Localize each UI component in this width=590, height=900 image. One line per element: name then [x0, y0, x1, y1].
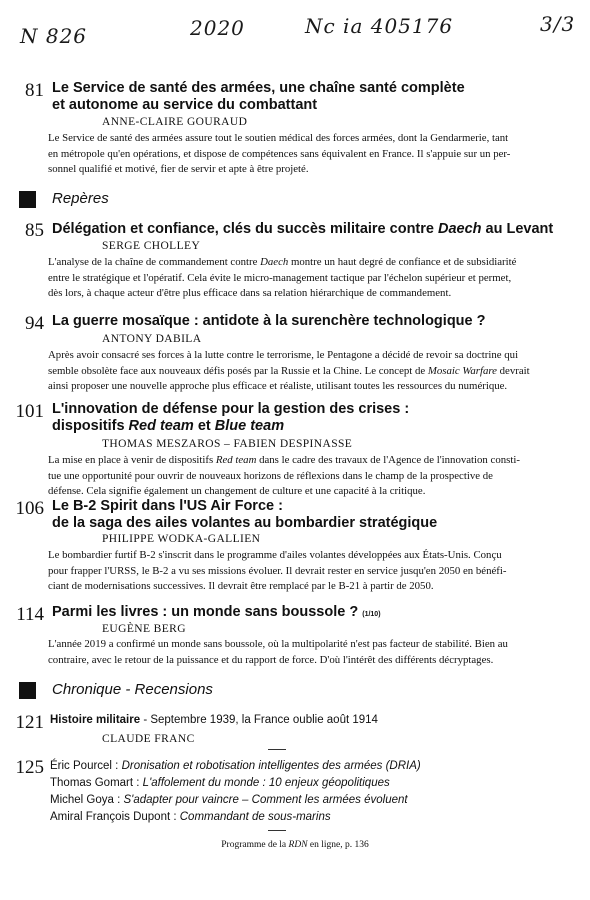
title-line: L'innovation de défense pour la gestion des crises : — [52, 401, 410, 417]
abstract-line: défense. Cela signifie également un changement de culture et une capacité à la critique. — [48, 485, 426, 497]
review-title: Dronisation et robotisation intelligentes des armées (DRIA) — [121, 760, 421, 772]
review-author: Amiral François Dupont : — [50, 811, 180, 823]
handwritten-page: 3/3 — [540, 12, 576, 36]
abstract-line: Le Service de santé des armées assure tout le soutien médical des forces armées, dont la Gendarmerie, tant — [48, 132, 509, 144]
title-italic-word: Daech — [438, 221, 482, 237]
title-line — [52, 604, 381, 621]
section-marker-square — [19, 682, 36, 699]
review-title: L'affolement du monde : 10 enjeux géopolitiques — [142, 777, 390, 789]
page-number: 85 — [25, 220, 44, 241]
abstract-line: en métropole qu'en opérations, et dispose de compétences sans équivalent en France. Il s'appuie sur un per- — [48, 147, 511, 160]
title-line: Le Service de santé des armées, une chaîne santé complète — [52, 80, 465, 96]
abstract-line: pour frapper l'URSS, le B-2 a vu ses missions évoluer. Il devrait rester en service jusqu'en 2050 en bénéfi- — [48, 564, 507, 577]
abstract-line: sonnel qualifié et motivé, fier de servir et apte à être projeté. — [48, 163, 309, 175]
handwritten-year: 2020 — [190, 16, 245, 40]
article-abstract — [48, 637, 581, 668]
article-title — [52, 604, 381, 621]
footer-text: en ligne, p. 136 — [307, 840, 369, 850]
chronique-entry-121 — [50, 714, 378, 726]
page-number: 81 — [25, 80, 44, 101]
section-heading-reperes: Repères — [52, 190, 109, 207]
page-number: 94 — [25, 313, 44, 334]
handwritten-reference: N 826 — [20, 24, 88, 48]
section-marker-square — [19, 191, 36, 208]
review-author: Michel Goya : — [50, 794, 124, 806]
abstract-line: semble obsolète face aux nouveaux défis posés par la Russie et la Chine. Le concept de Mosaic Warfare devrait — [48, 364, 530, 377]
review-author: Thomas Gomart : — [50, 777, 143, 789]
article-author: PHILIPPE WODKA-GALLIEN — [102, 533, 261, 545]
title-line: et autonome au service du combattant — [52, 97, 318, 113]
review-line — [50, 811, 331, 823]
review-author: Éric Pourcel : — [50, 760, 122, 772]
separator-rule — [268, 830, 286, 831]
chronique-author: CLAUDE FRANC — [102, 733, 195, 745]
article-abstract — [48, 255, 581, 302]
article-abstract — [48, 348, 581, 395]
abstract-line: ainsi proposer une nouvelle approche plus efficace et réaliste, utilisant toutes les ressources du numérique. — [48, 380, 508, 392]
page-number: 101 — [15, 401, 44, 422]
article-abstract — [48, 453, 581, 500]
page-number: 106 — [15, 498, 44, 519]
review-line — [50, 760, 421, 772]
abstract-line: ciant de modernisations successives. Il devrait être remplacé par le B-21 à partir de 2050. — [48, 580, 434, 592]
abstract-line: L'année 2019 a confirmé un monde sans boussole, où la multipolarité n'est pas facteur de stabilité. Bien au — [48, 638, 508, 650]
title-line: La guerre mosaïque : antidote à la surenchère technologique ? — [52, 313, 486, 329]
abstract-line: Le bombardier furtif B-2 s'inscrit dans le programme d'ailes volantes développées aux États-Unis. Conçu — [48, 549, 502, 561]
review-title: Commandant de sous-marins — [179, 811, 331, 823]
chronique-rubric: Histoire militaire — [50, 714, 141, 726]
article-author: EUGÈNE BERG — [102, 623, 186, 635]
article-title — [52, 313, 485, 330]
abstract-line: dès lors, à chaque acteur d'être plus efficace dans sa relation hiérarchique de commandement. — [48, 287, 452, 299]
review-line — [50, 777, 390, 789]
article-author: THOMAS MESZAROS – FABIEN DESPINASSE — [102, 438, 353, 450]
article-title — [52, 221, 553, 238]
article-abstract — [48, 131, 581, 178]
abstract-line: contraire, avec le retour de la puissance et du rapport de force. D'où l'intérêt des différents décryptages. — [48, 653, 494, 666]
abstract-line: entre le stratégique et l'opératif. Cela évite le micro-management tactique par l'échelon supérieur et permet, — [48, 271, 512, 284]
article-abstract — [48, 548, 581, 595]
footer-note — [0, 840, 590, 850]
article-title — [52, 80, 465, 114]
article-author: ANNE-CLAIRE GOURAUD — [102, 116, 248, 128]
abstract-line: tue une opportunité pour ouvrir de nouveaux horizons de réflexions dans le champ de la prospective de — [48, 469, 493, 482]
footer-italic: RDN — [288, 840, 308, 850]
title-line: Délégation et confiance, clés du succès militaire contre Daech au Levant — [52, 221, 554, 237]
footer-text: Programme de la — [221, 840, 289, 850]
section-heading-chronique: Chronique - Recensions — [52, 681, 213, 698]
page-number: 121 — [15, 712, 44, 733]
title-text: Parmi les livres : un monde sans boussole ? — [52, 604, 359, 620]
abstract-line: L'analyse de la chaîne de commandement contre Daech montre un haut degré de confiance et de subsidiarité — [48, 256, 517, 268]
article-author: SERGE CHOLLEY — [102, 240, 201, 252]
article-author: ANTONY DABILA — [102, 333, 202, 345]
title-line: dispositifs Red team et Blue team — [52, 418, 285, 434]
page-number: 114 — [16, 604, 44, 625]
review-title: S'adapter pour vaincre – Comment les armées évoluent — [123, 794, 408, 806]
handwritten-code: Nc ia 405176 — [305, 14, 454, 38]
abstract-line: La mise en place à venir de dispositifs Red team dans le cadre des travaux de l'Agence de l'innovation consti- — [48, 454, 520, 466]
title-suffix: (1/10) — [362, 611, 381, 618]
article-title — [52, 498, 437, 532]
abstract-line: Après avoir consacré ses forces à la lutte contre le terrorisme, le Pentagone a décidé de revoir sa doctrine qui — [48, 349, 519, 361]
title-line: Le B-2 Spirit dans l'US Air Force : — [52, 498, 283, 514]
page-number: 125 — [15, 757, 44, 778]
chronique-title: - Septembre 1939, la France oublie août 1914 — [140, 714, 378, 726]
review-line — [50, 794, 408, 806]
separator-rule — [268, 749, 286, 750]
article-title — [52, 401, 409, 435]
title-line: de la saga des ailes volantes au bombardier stratégique — [52, 515, 438, 531]
